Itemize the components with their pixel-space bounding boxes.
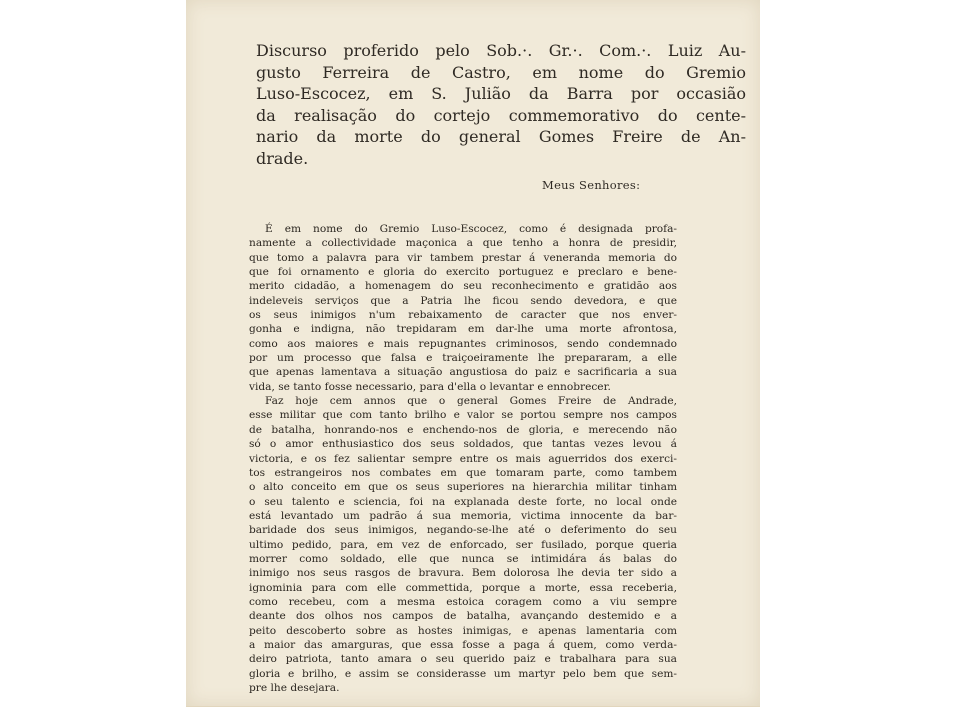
heading-line: drade. [256, 148, 309, 168]
body-line: indeleveis serviços que a Patria lhe ficou sendo devedora, e que [249, 294, 677, 307]
body-line: que apenas lamentava a situação angustiosa do paiz e sacrificaria a sua [249, 366, 677, 379]
speech-body [249, 222, 677, 695]
body-line: por um processo que falsa e traiçoeiramente lhe prepararam, a elle [249, 352, 677, 365]
body-line: namente a collectividade maçonica a que tenho a honra de presidir, [249, 237, 677, 250]
body-line: que foi ornamento e gloria do exercito portuguez e preclaro e bene- [249, 266, 677, 279]
body-line: inimigo nos seus rasgos de bravura. Bem dolorosa lhe devia ter sido a [249, 567, 677, 580]
body-line: victoria, e os fez salientar sempre entre os mais aguerridos dos exerci- [249, 452, 677, 465]
body-line: É em nome do Gremio Luso-Escocez, como é designada profa- [265, 223, 677, 235]
body-line: ignominia para com elle commettida, porque a morte, essa receberia, [249, 581, 677, 594]
body-line: como recebeu, com a mesma estoica coragem como a viu sempre [249, 595, 677, 608]
body-line: tos estrangeiros nos combates em que tomaram parte, como tambem [249, 466, 677, 479]
body-line: o alto conceito em que os seus superiores na hierarchia militar tinham [249, 481, 677, 494]
body-line: vida, se tanto fosse necessario, para d'ella o levantar e ennobrecer. [249, 380, 611, 393]
body-line: como aos maiores e mais repugnantes criminosos, sendo condemnado [249, 337, 677, 350]
body-line: os seus inimigos n'um rebaixamento de caracter que nos enver- [249, 309, 677, 322]
body-line: ultimo pedido, para, em vez de enforcado, ser fusilado, porque queria [249, 538, 677, 551]
body-line: Faz hoje cem annos que o general Gomes Freire de Andrade, [265, 395, 677, 408]
heading-line: Discurso proferido pelo Sob.·. Gr.·. Com.·. Luiz Au- [256, 41, 746, 60]
body-line: gloria e brilho, e assim se considerasse um martyr pelo bem que sem- [249, 667, 677, 680]
body-line: esse militar que com tanto brilho e valor se portou sempre nos campos [249, 409, 677, 422]
body-line: está levantado um padrão á sua memoria, victima innocente da bar- [249, 509, 677, 522]
body-line: a maior das amarguras, que essa fosse a paga á quem, como verda- [249, 638, 677, 651]
body-line: só o amor enthusiastico dos seus soldados, que tantas vezes levou á [249, 438, 677, 451]
body-line: merito cidadão, a homenagem do seu reconhecimento e gratidão aos [249, 280, 677, 293]
body-line: pre lhe desejara. [249, 682, 340, 694]
body-line: de batalha, honrando-nos e enchendo-nos de gloria, e merecendo não [249, 423, 677, 436]
scanned-page [186, 0, 760, 707]
body-line: gonha e indigna, não trepidaram em dar-lhe uma morte afrontosa, [249, 323, 677, 336]
heading-line: da realisação do cortejo commemorativo do cente- [256, 105, 746, 125]
heading-line: gusto Ferreira de Castro, em nome do Gremio [256, 62, 746, 82]
body-line: morrer como soldado, elle que nunca se intimidára ás balas do [249, 552, 677, 565]
speech-heading [256, 40, 746, 170]
body-line: baridade dos seus inimigos, negando-se-lhe até o deferimento do seu [249, 524, 677, 537]
heading-line: nario da morte do general Gomes Freire de An- [256, 127, 746, 147]
body-line: peito descoberto sobre as hostes inimigas, e apenas lamentaria com [249, 624, 677, 637]
salutation: Meus Senhores: [542, 178, 641, 192]
body-line: que tomo a palavra para vir tambem prestar á veneranda memoria do [249, 251, 677, 264]
body-line: deante dos olhos nos campos de batalha, avançando destemido e a [249, 610, 677, 623]
body-line: o seu talento e sciencia, foi na explanada deste forte, no local onde [249, 495, 677, 508]
body-line: deiro patriota, tanto amara o seu querido paiz e trabalhara para sua [249, 653, 677, 666]
heading-line: Luso-Escocez, em S. Julião da Barra por occasião [256, 84, 746, 104]
